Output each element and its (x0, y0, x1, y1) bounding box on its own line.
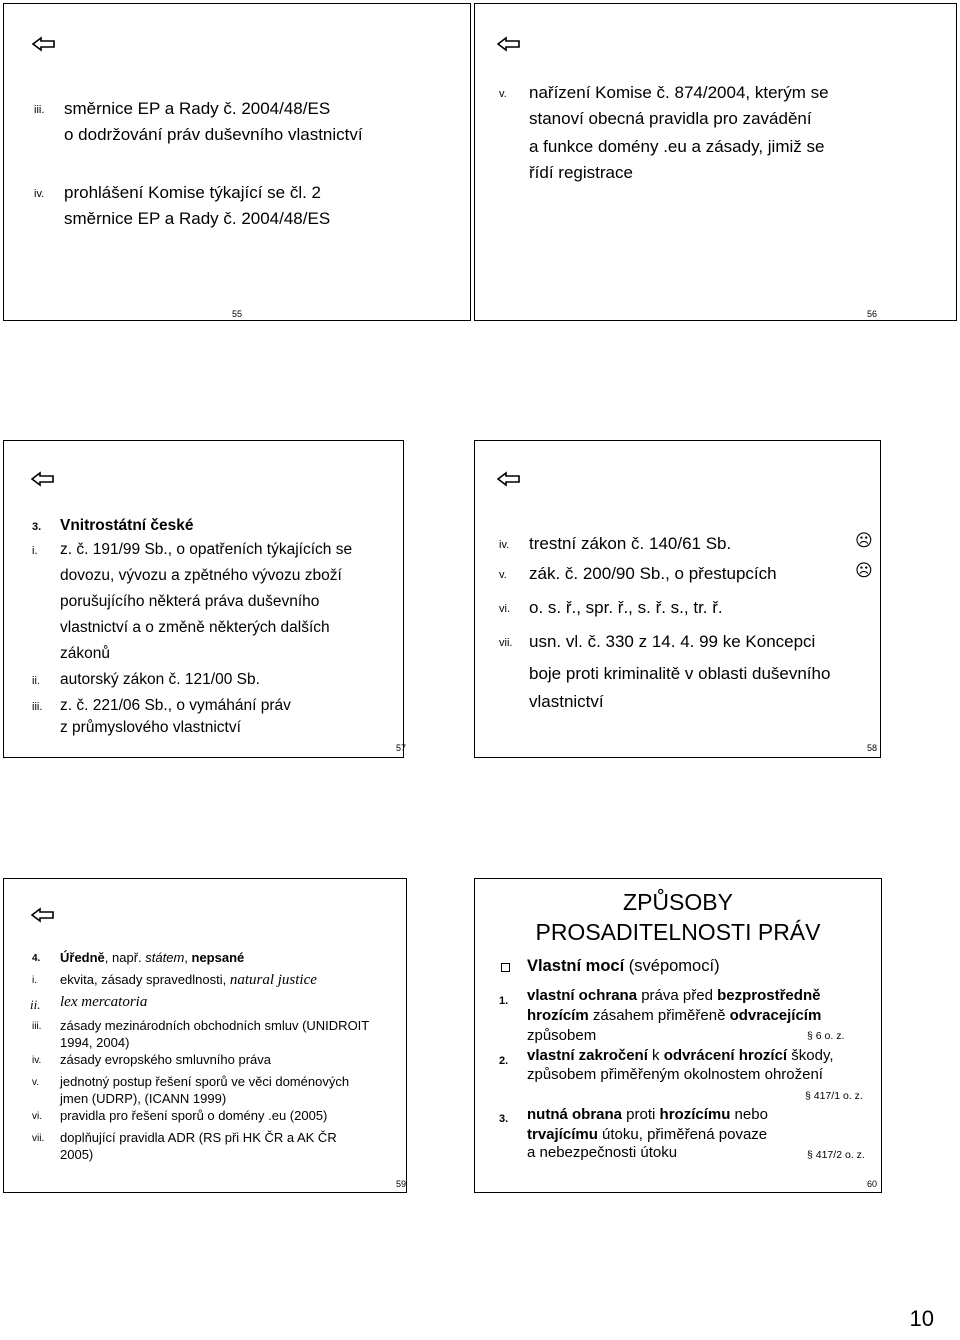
bullet-line: Vlastní mocí (svépomocí) (527, 957, 720, 975)
slide-60 (474, 878, 882, 1193)
item-num: v. (499, 569, 507, 581)
item-num: iii. (34, 104, 45, 116)
item-num: i. (32, 975, 37, 986)
item-line: zásady mezinárodních obchodních smluv (UNIDROIT (60, 1018, 370, 1033)
item-line: o dodržování práv duševního vlastnictví (64, 125, 363, 144)
item-line: nutná obrana proti hrozícímu nebo (527, 1106, 768, 1123)
page-number: 10 (909, 1306, 934, 1331)
item-line: porušujícího některá práva duševního (60, 593, 320, 610)
item-line: usn. vl. č. 330 z 14. 4. 99 ke Koncepci (529, 632, 816, 651)
item-num: vii. (499, 637, 513, 649)
item-line: zásady evropského smluvního práva (60, 1052, 272, 1067)
slide-57 (3, 440, 407, 758)
item-line: prohlášení Komise týkající se čl. 2 (64, 183, 322, 202)
slide-58 (474, 440, 881, 758)
item-line: směrnice EP a Rady č. 2004/48/ES (64, 209, 331, 228)
item-line: z. č. 221/06 Sb., o vymáhání práv (60, 697, 291, 714)
item-line: vlastní zakročení k odvrácení hrozící škody, (527, 1047, 834, 1064)
frown-icon: ☹ (855, 531, 873, 550)
back-arrow-icon (497, 471, 521, 487)
back-arrow-icon (32, 36, 56, 52)
item-line: a funkce domény .eu a zásady, jimiž se (529, 137, 825, 156)
item-line: z. č. 191/99 Sb., o opatřeních týkajících se (60, 541, 353, 558)
section-heading: Vnitrostátní české (60, 517, 194, 534)
back-arrow-icon (31, 471, 55, 487)
item-line: zák. č. 200/90 Sb., o přestupcích (529, 564, 777, 583)
item-num: i. (32, 545, 38, 557)
item-line: stanoví obecná pravidla pro zavádění (529, 109, 812, 128)
item-num: vii. (32, 1133, 45, 1144)
item-line: jednotný postup řešení sporů ve věci doménových (60, 1074, 350, 1089)
slide-number: 60 (867, 1179, 878, 1189)
title-line: ZPŮSOBY (623, 889, 733, 915)
item-line: vlastnictví (529, 692, 604, 711)
slide-number: 55 (232, 309, 243, 319)
item-num: 2. (499, 1055, 509, 1067)
item-num: 1. (499, 995, 509, 1007)
item-line: autorský zákon č. 121/00 Sb. (60, 671, 260, 688)
item-line: boje proti kriminalitě v oblasti duševního (529, 664, 831, 683)
slide-59 (3, 878, 407, 1193)
item-line: lex mercatoria (60, 994, 148, 1010)
legal-ref: § 417/1 o. z. (805, 1090, 863, 1102)
slide-number: 57 (396, 743, 407, 753)
back-arrow-icon (497, 36, 521, 52)
item-line: nařízení Komise č. 874/2004, kterým se (529, 83, 829, 102)
heading-num: 3. (32, 521, 42, 533)
item-line: ekvita, zásady spravedlnosti, natural justice (60, 972, 317, 988)
item-line: 2005) (60, 1147, 94, 1162)
item-num: vi. (499, 603, 510, 615)
item-line: doplňující pravidla ADR (RS při HK ČR a AK ČR (60, 1130, 337, 1145)
item-line: dovozu, vývozu a zpětného vývozu zboží (60, 567, 342, 584)
item-num: iv. (499, 539, 510, 551)
item-num: iii. (32, 1021, 42, 1032)
slide-title (475, 887, 881, 947)
item-line: 1994, 2004) (60, 1035, 130, 1050)
item-line: hrozícím zásahem přiměřeně odvracejícím (527, 1007, 822, 1024)
bullet-icon (501, 963, 510, 972)
item-num: vi. (32, 1111, 42, 1122)
item-num: v. (499, 88, 507, 100)
item-num: 3. (499, 1113, 509, 1125)
item-line: zákonů (60, 645, 110, 662)
legal-ref: § 6 o. z. (807, 1030, 845, 1042)
item-line: vlastní ochrana práva před bezprostředně (527, 987, 821, 1004)
item-num: ii. (32, 675, 40, 687)
item-num: ii. (30, 997, 41, 1012)
title-line: PROSADITELNOSTI PRÁV (535, 919, 821, 945)
item-line: vlastnictví a o změně některých dalších (60, 619, 330, 636)
back-arrow-icon (31, 907, 55, 923)
item-line: trestní zákon č. 140/61 Sb. (529, 534, 732, 553)
slide-number: 58 (867, 743, 878, 753)
item-num: iv. (34, 188, 45, 200)
legal-ref: § 417/2 o. z. (807, 1149, 865, 1161)
item-line: o. s. ř., spr. ř., s. ř. s., tr. ř. (529, 598, 723, 617)
item-line: řídí registrace (529, 163, 633, 182)
item-num: iii. (32, 701, 43, 713)
slide-number: 56 (867, 309, 878, 319)
section-heading: Úředně, např. státem, nepsané (60, 950, 245, 965)
item-line: pravidla pro řešení sporů o domény .eu (2005) (60, 1108, 328, 1123)
item-line: z průmyslového vlastnictví (60, 719, 241, 736)
item-num: v. (32, 1077, 40, 1088)
slide-55 (3, 3, 471, 321)
item-line: jmen (UDRP), (ICANN 1999) (60, 1091, 227, 1106)
slide-number: 59 (396, 1179, 407, 1189)
item-line: způsobem (527, 1027, 597, 1044)
item-num: iv. (32, 1055, 42, 1066)
item-line: způsobem přiměřeným okolnostem ohrožení (527, 1066, 823, 1083)
item-line: směrnice EP a Rady č. 2004/48/ES (64, 99, 331, 118)
frown-icon: ☹ (855, 561, 873, 580)
heading-num: 4. (32, 953, 41, 964)
slide-56 (474, 3, 957, 321)
item-line: trvajícímu útoku, přiměřená povaze (527, 1126, 768, 1143)
item-line: a nebezpečnosti útoku (527, 1144, 678, 1161)
